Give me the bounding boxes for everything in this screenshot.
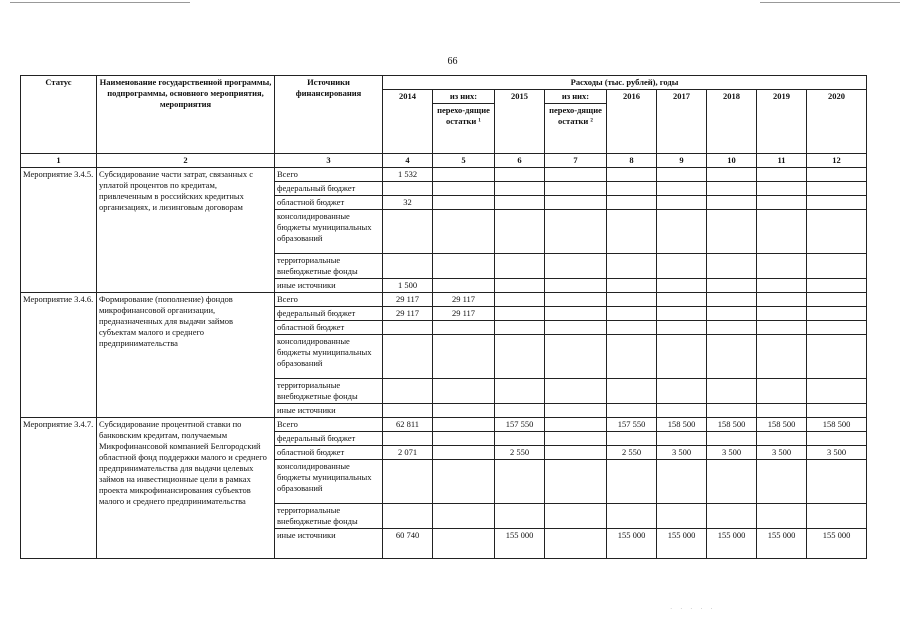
col-num: 12: [807, 154, 867, 168]
value-cell: [607, 254, 657, 279]
value-cell: [707, 293, 757, 307]
value-cell: [707, 182, 757, 196]
value-cell: 158 500: [807, 418, 867, 432]
value-cell: [433, 279, 495, 293]
row-source: областной бюджет: [275, 446, 383, 460]
value-cell: [495, 168, 545, 182]
value-cell: 29 117: [433, 307, 495, 321]
value-cell: [707, 196, 757, 210]
value-cell: [545, 321, 607, 335]
value-cell: 62 811: [383, 418, 433, 432]
value-cell: [545, 293, 607, 307]
header-status: Статус: [21, 76, 97, 154]
value-cell: [807, 504, 867, 529]
value-cell: [495, 379, 545, 404]
value-cell: [383, 335, 433, 379]
row-source: федеральный бюджет: [275, 182, 383, 196]
value-cell: 155 000: [495, 529, 545, 559]
value-cell: [807, 404, 867, 418]
value-cell: [545, 254, 607, 279]
value-cell: [495, 460, 545, 504]
col-num: 10: [707, 154, 757, 168]
top-border-right: [760, 2, 900, 3]
value-cell: [383, 460, 433, 504]
value-cell: 157 550: [607, 418, 657, 432]
value-cell: [757, 379, 807, 404]
value-cell: [607, 279, 657, 293]
value-cell: [707, 279, 757, 293]
value-cell: [707, 379, 757, 404]
value-cell: [757, 321, 807, 335]
value-cell: [657, 210, 707, 254]
header-expenses: Расходы (тыс. рублей), годы: [383, 76, 867, 90]
value-cell: [545, 404, 607, 418]
header-iz-nih-2: из них:: [545, 90, 607, 104]
value-cell: [807, 254, 867, 279]
value-cell: [545, 379, 607, 404]
value-cell: [383, 182, 433, 196]
value-cell: [383, 379, 433, 404]
value-cell: [707, 335, 757, 379]
row-source: областной бюджет: [275, 321, 383, 335]
value-cell: [433, 460, 495, 504]
value-cell: [657, 321, 707, 335]
header-perehod-1: перехо-дящие остатки ¹: [433, 104, 495, 154]
value-cell: [545, 335, 607, 379]
value-cell: [433, 379, 495, 404]
value-cell: [545, 504, 607, 529]
value-cell: 1 500: [383, 279, 433, 293]
value-cell: 155 000: [707, 529, 757, 559]
value-cell: [607, 432, 657, 446]
value-cell: 3 500: [807, 446, 867, 460]
value-cell: [757, 254, 807, 279]
value-cell: [757, 335, 807, 379]
header-iz-nih-1: из них:: [433, 90, 495, 104]
value-cell: [657, 168, 707, 182]
row-status: Мероприятие 3.4.5.: [21, 168, 97, 293]
value-cell: [433, 404, 495, 418]
value-cell: [707, 254, 757, 279]
value-cell: [495, 196, 545, 210]
value-cell: [495, 504, 545, 529]
header-perehod-2: перехо-дящие остатки ²: [545, 104, 607, 154]
value-cell: 1 532: [383, 168, 433, 182]
value-cell: [757, 404, 807, 418]
col-num: 7: [545, 154, 607, 168]
value-cell: 155 000: [807, 529, 867, 559]
value-cell: [757, 460, 807, 504]
col-num: 5: [433, 154, 495, 168]
col-num: 1: [21, 154, 97, 168]
value-cell: [433, 182, 495, 196]
value-cell: 3 500: [657, 446, 707, 460]
value-cell: [607, 504, 657, 529]
row-name: Субсидирование процентной ставки по банковским кредитам, получаемым Микрофинансовой компанией Белгородский областной фонд поддержки малого и среднего предпринимательства для выдачи целевых займов на инвестиционные цели в рамках проекта микрофинансирования субъектов малого и среднего предпринимательства: [97, 418, 275, 559]
value-cell: [807, 210, 867, 254]
value-cell: [657, 293, 707, 307]
header-2017: 2017: [657, 90, 707, 154]
value-cell: [657, 182, 707, 196]
value-cell: [757, 432, 807, 446]
value-cell: [607, 379, 657, 404]
row-source: территориальные внебюджетные фонды: [275, 379, 383, 404]
value-cell: [807, 321, 867, 335]
value-cell: [807, 307, 867, 321]
row-source: областной бюджет: [275, 196, 383, 210]
col-num: 4: [383, 154, 433, 168]
table-row: [21, 293, 867, 307]
value-cell: [707, 210, 757, 254]
row-name: Субсидирование части затрат, связанных с уплатой процентов по кредитам, привлеченным в российских кредитных организациях, и лизинговым договорам: [97, 168, 275, 293]
value-cell: [657, 254, 707, 279]
row-source: территориальные внебюджетные фонды: [275, 254, 383, 279]
value-cell: [433, 196, 495, 210]
value-cell: [495, 404, 545, 418]
value-cell: [607, 460, 657, 504]
value-cell: [433, 254, 495, 279]
value-cell: [545, 196, 607, 210]
col-num: 6: [495, 154, 545, 168]
value-cell: [433, 418, 495, 432]
value-cell: 60 740: [383, 529, 433, 559]
row-source: иные источники: [275, 404, 383, 418]
value-cell: [807, 460, 867, 504]
value-cell: [545, 307, 607, 321]
value-cell: [495, 293, 545, 307]
value-cell: [433, 168, 495, 182]
header-sources: Источники финансирования: [275, 76, 383, 154]
value-cell: [383, 321, 433, 335]
table-row: [21, 418, 867, 432]
value-cell: [707, 307, 757, 321]
col-num: 8: [607, 154, 657, 168]
value-cell: [807, 279, 867, 293]
value-cell: [657, 335, 707, 379]
row-source: территориальные внебюджетные фонды: [275, 504, 383, 529]
row-status: Мероприятие 3.4.6.: [21, 293, 97, 418]
value-cell: [757, 279, 807, 293]
value-cell: [607, 168, 657, 182]
value-cell: [657, 379, 707, 404]
value-cell: [383, 504, 433, 529]
value-cell: [807, 196, 867, 210]
value-cell: [757, 196, 807, 210]
col-num: 9: [657, 154, 707, 168]
value-cell: 2 550: [607, 446, 657, 460]
row-name: Формирование (пополнение) фондов микрофинансовой организации, предназначенных для выдачи займов субъектам малого и среднего предпринимательства: [97, 293, 275, 418]
value-cell: [757, 182, 807, 196]
header-2019: 2019: [757, 90, 807, 154]
value-cell: [807, 335, 867, 379]
value-cell: [495, 321, 545, 335]
value-cell: [757, 504, 807, 529]
value-cell: [757, 293, 807, 307]
row-source: консолидированные бюджеты муниципальных образований: [275, 210, 383, 254]
value-cell: [657, 196, 707, 210]
value-cell: [545, 279, 607, 293]
value-cell: [433, 446, 495, 460]
value-cell: [495, 432, 545, 446]
value-cell: [707, 432, 757, 446]
value-cell: [607, 293, 657, 307]
value-cell: [607, 335, 657, 379]
value-cell: 158 500: [657, 418, 707, 432]
value-cell: [545, 460, 607, 504]
header-2014: 2014: [383, 90, 433, 154]
header-2018: 2018: [707, 90, 757, 154]
row-status: Мероприятие 3.4.7.: [21, 418, 97, 559]
value-cell: 3 500: [757, 446, 807, 460]
value-cell: [495, 335, 545, 379]
value-cell: 29 117: [383, 293, 433, 307]
value-cell: [757, 168, 807, 182]
value-cell: 158 500: [757, 418, 807, 432]
row-source: Всего: [275, 168, 383, 182]
row-source: Всего: [275, 293, 383, 307]
value-cell: 155 000: [657, 529, 707, 559]
value-cell: [707, 460, 757, 504]
value-cell: [433, 335, 495, 379]
value-cell: 29 117: [383, 307, 433, 321]
value-cell: [657, 432, 707, 446]
value-cell: [383, 404, 433, 418]
value-cell: [657, 307, 707, 321]
value-cell: [607, 210, 657, 254]
value-cell: [433, 504, 495, 529]
row-source: консолидированные бюджеты муниципальных образований: [275, 335, 383, 379]
value-cell: [607, 196, 657, 210]
budget-table: [20, 75, 867, 559]
value-cell: [545, 418, 607, 432]
value-cell: 158 500: [707, 418, 757, 432]
value-cell: 157 550: [495, 418, 545, 432]
value-cell: [807, 379, 867, 404]
row-source: иные источники: [275, 529, 383, 559]
value-cell: [545, 529, 607, 559]
col-num: 2: [97, 154, 275, 168]
value-cell: [495, 279, 545, 293]
value-cell: [383, 432, 433, 446]
column-number-row: [21, 154, 867, 168]
value-cell: [657, 404, 707, 418]
value-cell: [545, 432, 607, 446]
row-source: консолидированные бюджеты муниципальных образований: [275, 460, 383, 504]
value-cell: 29 117: [433, 293, 495, 307]
value-cell: [495, 307, 545, 321]
value-cell: [757, 210, 807, 254]
value-cell: [607, 307, 657, 321]
value-cell: [545, 446, 607, 460]
value-cell: [607, 182, 657, 196]
value-cell: [707, 504, 757, 529]
value-cell: [433, 210, 495, 254]
value-cell: [807, 432, 867, 446]
row-source: федеральный бюджет: [275, 307, 383, 321]
value-cell: [657, 504, 707, 529]
value-cell: [707, 321, 757, 335]
value-cell: [607, 404, 657, 418]
value-cell: [707, 168, 757, 182]
value-cell: [495, 182, 545, 196]
row-source: иные источники: [275, 279, 383, 293]
value-cell: [607, 321, 657, 335]
value-cell: [807, 168, 867, 182]
value-cell: [383, 210, 433, 254]
value-cell: 3 500: [707, 446, 757, 460]
value-cell: [757, 307, 807, 321]
scan-noise: · · · · ·: [670, 605, 716, 613]
value-cell: [495, 210, 545, 254]
page-number: 66: [447, 56, 458, 67]
row-source: федеральный бюджет: [275, 432, 383, 446]
value-cell: [807, 293, 867, 307]
table-row: [21, 168, 867, 182]
value-cell: 155 000: [607, 529, 657, 559]
value-cell: 2 071: [383, 446, 433, 460]
value-cell: [433, 432, 495, 446]
value-cell: [657, 279, 707, 293]
header-2016: 2016: [607, 90, 657, 154]
value-cell: [383, 254, 433, 279]
value-cell: [807, 182, 867, 196]
value-cell: [707, 404, 757, 418]
value-cell: [433, 529, 495, 559]
header-row-1: [21, 76, 867, 90]
value-cell: [545, 182, 607, 196]
header-2020: 2020: [807, 90, 867, 154]
value-cell: [495, 254, 545, 279]
value-cell: 155 000: [757, 529, 807, 559]
value-cell: [545, 168, 607, 182]
value-cell: [545, 210, 607, 254]
value-cell: 32: [383, 196, 433, 210]
row-source: Всего: [275, 418, 383, 432]
col-num: 3: [275, 154, 383, 168]
header-2015: 2015: [495, 90, 545, 154]
header-name: Наименование государственной программы, подпрограммы, основного мероприятия, мероприятия: [97, 76, 275, 154]
col-num: 11: [757, 154, 807, 168]
top-border-left: [10, 2, 190, 3]
value-cell: [657, 460, 707, 504]
value-cell: 2 550: [495, 446, 545, 460]
value-cell: [433, 321, 495, 335]
